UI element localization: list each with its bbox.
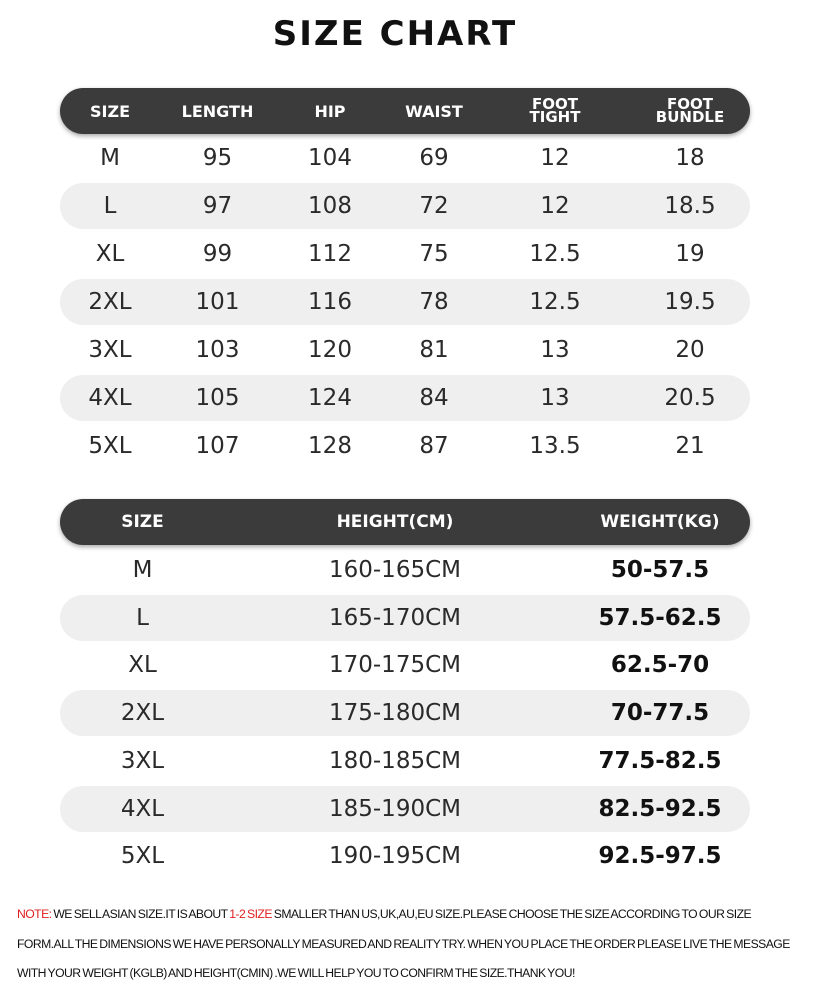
cell-foot-tight: 12.5 (529, 241, 581, 267)
note-text-a: WE SELL ASIAN SIZE.IT IS ABOUT (51, 907, 230, 921)
header-bar (60, 88, 750, 134)
cell-size: 4XL (120, 795, 165, 822)
cell-weight: 92.5-97.5 (598, 843, 722, 870)
cell-height: 175-180CM (328, 700, 461, 727)
cell-size: 5XL (88, 433, 132, 459)
table-row (60, 423, 750, 469)
cell-height: 190-195CM (328, 843, 461, 870)
cell-waist: 72 (419, 193, 449, 219)
cell-weight: 70-77.5 (610, 700, 710, 727)
cell-foot-bundle: 19.5 (664, 289, 716, 315)
col-header-height: HEIGHT(CM) (336, 511, 454, 532)
cell-size: L (103, 193, 117, 219)
cell-waist: 87 (419, 433, 449, 459)
cell-waist: 81 (419, 337, 449, 363)
cell-foot-tight: 13.5 (529, 433, 581, 459)
cell-size: 3XL (120, 747, 165, 774)
cell-height: 185-190CM (328, 795, 461, 822)
cell-weight: 57.5-62.5 (598, 604, 722, 631)
cell-size: 4XL (88, 385, 132, 411)
cell-length: 103 (195, 337, 240, 363)
cell-size: M (132, 557, 153, 583)
col-header-size: SIZE (121, 511, 164, 532)
cell-height: 165-170CM (328, 604, 461, 631)
cell-size: L (136, 604, 149, 631)
cell-size: 2XL (88, 289, 132, 315)
cell-size: XL (128, 652, 157, 679)
table-row (60, 786, 750, 832)
cell-size: 2XL (120, 700, 165, 727)
cell-weight: 82.5-92.5 (598, 795, 722, 822)
col-header-length: LENGTH (181, 101, 254, 121)
table-row (60, 690, 750, 736)
cell-size: XL (95, 241, 125, 267)
cell-foot-bundle: 20 (675, 337, 705, 363)
cell-hip: 104 (308, 145, 352, 171)
cell-hip: 120 (308, 337, 352, 363)
cell-size: 3XL (88, 337, 132, 363)
cell-foot-tight: 12.5 (529, 289, 581, 315)
cell-waist: 78 (419, 289, 449, 315)
table-row (60, 547, 750, 593)
cell-waist: 69 (419, 145, 449, 171)
table-row (60, 642, 750, 688)
cell-weight: 77.5-82.5 (598, 747, 722, 774)
table-row (60, 327, 750, 373)
header-bar (60, 499, 750, 545)
size-note (17, 900, 807, 989)
cell-foot-tight: 13 (540, 337, 570, 363)
cell-size: M (100, 145, 120, 171)
cell-length: 105 (195, 385, 240, 411)
col-header-hip: HIP (314, 101, 346, 121)
table-row (60, 183, 750, 229)
cell-weight: 50-57.5 (610, 557, 710, 583)
table-row (60, 833, 750, 879)
cell-hip: 108 (308, 193, 352, 219)
cell-height: 160-165CM (328, 557, 461, 583)
col-header-weight: WEIGHT(KG) (600, 511, 720, 532)
page-title: SIZE CHART (272, 14, 518, 54)
col-header-waist: WAIST (405, 101, 463, 121)
cell-hip: 116 (308, 289, 352, 315)
cell-length: 95 (202, 145, 233, 171)
cell-foot-bundle: 18 (675, 145, 705, 171)
table-row (60, 375, 750, 421)
cell-length: 101 (195, 289, 240, 315)
col-header-foot-bundle: FOOT BUNDLE (655, 95, 725, 126)
cell-hip: 124 (308, 385, 352, 411)
cell-foot-bundle: 20.5 (664, 385, 716, 411)
cell-foot-tight: 13 (540, 385, 570, 411)
cell-height: 170-175CM (328, 652, 461, 679)
cell-waist: 75 (419, 241, 449, 267)
col-header-foot-tight: FOOT TIGHT (529, 95, 581, 126)
cell-foot-tight: 12 (540, 145, 570, 171)
cell-foot-bundle: 18.5 (664, 193, 716, 219)
cell-foot-bundle: 19 (675, 241, 705, 267)
cell-size: 5XL (120, 843, 165, 870)
cell-hip: 128 (308, 433, 352, 459)
cell-waist: 84 (419, 385, 449, 411)
table-row (60, 279, 750, 325)
cell-length: 99 (202, 241, 233, 267)
cell-length: 97 (202, 193, 233, 219)
table-row (60, 135, 750, 181)
table-row (60, 231, 750, 277)
note-label: NOTE: (17, 907, 52, 921)
cell-length: 107 (195, 433, 240, 459)
cell-foot-bundle: 21 (675, 433, 705, 459)
cell-weight: 62.5-70 (610, 652, 710, 679)
table-row (60, 595, 750, 641)
cell-height: 180-185CM (328, 747, 461, 774)
note-highlight: 1-2 SIZE (229, 907, 272, 921)
col-header-size: SIZE (89, 101, 130, 121)
table-row (60, 738, 750, 784)
cell-foot-tight: 12 (540, 193, 570, 219)
note-text-b: SMALLER THAN US,UK,AU,EU SIZE.PLEASE CHOOSE THE SIZE ACCORDING TO OUR SIZE FORM.ALL THE DIMENSIONS WE HAVE PERSONALLY MEASURED AND REALITY TRY. WHEN YOU PLACE THE ORDER PLEASE LIVE THE MESSAGE WITH YOUR WEIGHT (KGLB) AND HEIGHT(CMIN) .WE WILL HELP YOU TO CONFIRM THE SIZE.THANK YOU! (17, 907, 790, 980)
cell-hip: 112 (308, 241, 352, 267)
